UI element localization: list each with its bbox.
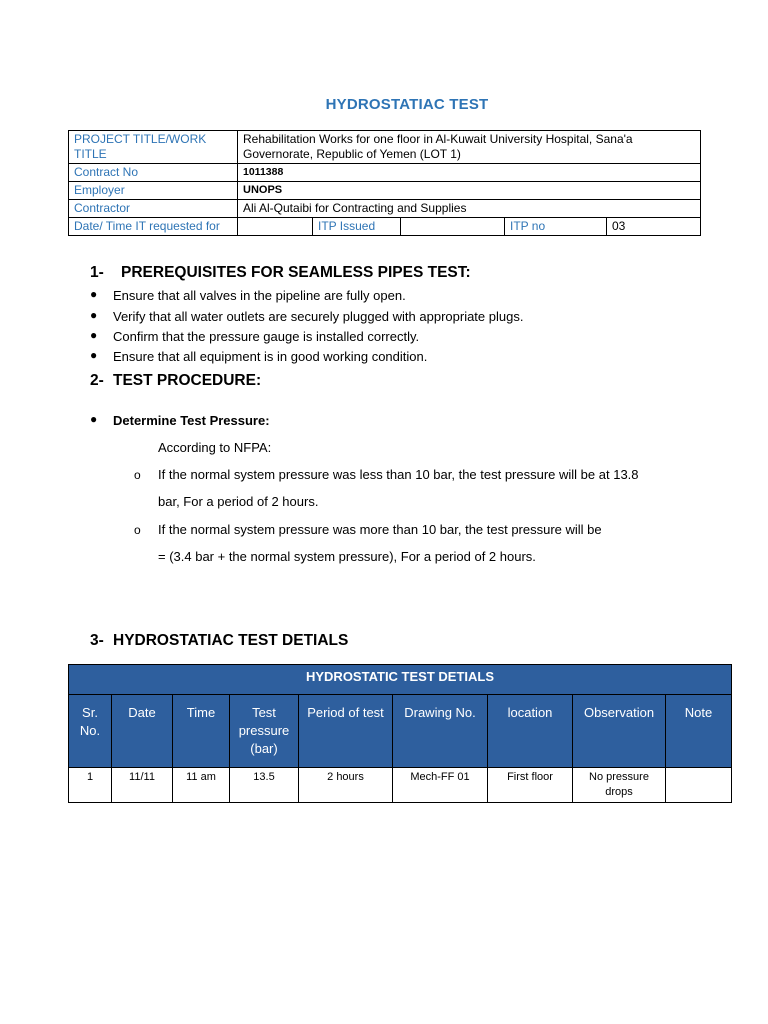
section1-number: 1- (90, 264, 104, 281)
project-title-value: Rehabilitation Works for one floor in Al-Kuwait University Hospital, Sana'a Governorate, Republic of Yemen (LOT 1) (238, 131, 701, 164)
table-cell: 1 (69, 768, 112, 803)
column-header: Period of test (299, 695, 393, 768)
section2-number: 2- (90, 372, 104, 389)
date-time-label: Date/ Time IT requested for (69, 218, 238, 236)
table-cell: 11/11 (112, 768, 173, 803)
column-header: Test pressure (bar) (230, 695, 299, 768)
section1-heading: PREREQUISITES FOR SEAMLESS PIPES TEST: (121, 264, 471, 281)
bullet-icon: ● (90, 287, 98, 301)
test-details-table (68, 664, 732, 803)
column-header: location (488, 695, 573, 768)
employer-value: UNOPS (238, 182, 701, 200)
determine-test-pressure: Determine Test Pressure: (113, 413, 270, 428)
bullet-icon: ● (90, 328, 98, 342)
section2-heading: TEST PROCEDURE: (113, 372, 262, 389)
table-cell: Mech-FF 01 (393, 768, 488, 803)
bullet-icon: ● (90, 308, 98, 322)
bullet-icon: ● (90, 348, 98, 362)
table-row (69, 768, 732, 803)
condition-2-line-1: If the normal system pressure was more than 10 bar, the test pressure will be (158, 522, 602, 537)
table-cell: No pressure drops (573, 768, 666, 803)
itp-no-value: 03 (607, 218, 701, 236)
condition-1-line-1: If the normal system pressure was less than 10 bar, the test pressure will be at 13.8 (158, 467, 639, 482)
contractor-value: Ali Al-Qutaibi for Contracting and Supplies (238, 200, 701, 218)
section3-heading: HYDROSTATIAC TEST DETIALS (113, 632, 349, 649)
table-cell: 11 am (173, 768, 230, 803)
according-nfpa: According to NFPA: (158, 440, 272, 455)
column-header: Sr. No. (69, 695, 112, 768)
table-cell: First floor (488, 768, 573, 803)
column-header: Observation (573, 695, 666, 768)
bullet-icon: ● (90, 412, 98, 426)
itp-issued-value (401, 218, 505, 236)
contract-no-value: 1011388 (238, 164, 701, 182)
project-title-label: PROJECT TITLE/WORK TITLE (69, 131, 238, 164)
condition-2-line-2: = (3.4 bar + the normal system pressure), For a period of 2 hours. (158, 549, 536, 564)
employer-label: Employer (69, 182, 238, 200)
column-header: Time (173, 695, 230, 768)
table-caption: HYDROSTATIC TEST DETIALS (69, 665, 732, 695)
circle-bullet-icon: o (134, 523, 141, 537)
column-header: Drawing No. (393, 695, 488, 768)
contract-no-label: Contract No (69, 164, 238, 182)
itp-no-label: ITP no (505, 218, 607, 236)
table-cell: 13.5 (230, 768, 299, 803)
document-title: HYDROSTATIAC TEST (325, 96, 489, 113)
circle-bullet-icon: o (134, 468, 141, 482)
column-header: Date (112, 695, 173, 768)
project-info-table (68, 130, 701, 236)
date-time-value (238, 218, 313, 236)
contractor-label: Contractor (69, 200, 238, 218)
itp-issued-label: ITP Issued (313, 218, 401, 236)
condition-1-line-2: bar, For a period of 2 hours. (158, 494, 319, 509)
table-cell (666, 768, 732, 803)
section3-number: 3- (90, 632, 104, 649)
table-cell: 2 hours (299, 768, 393, 803)
column-header: Note (666, 695, 732, 768)
